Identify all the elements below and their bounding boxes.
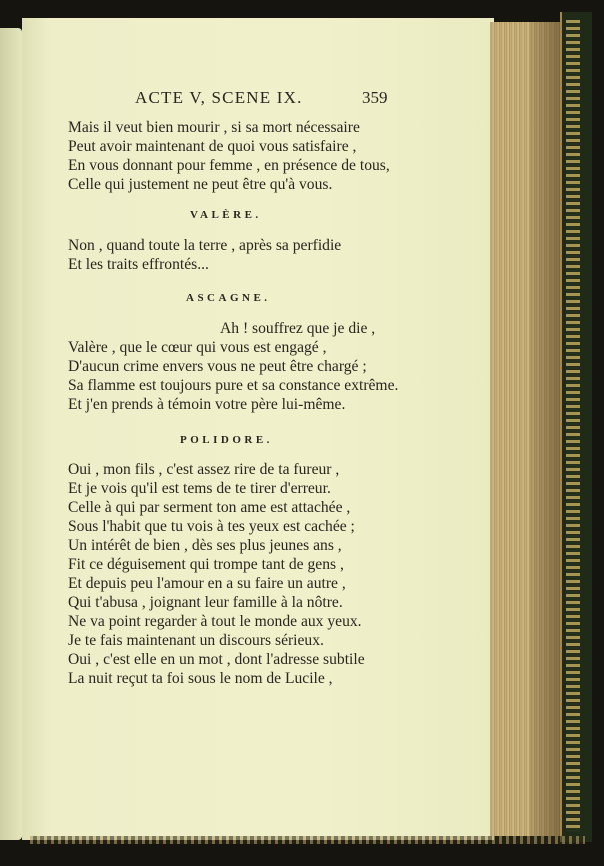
gilt-border-pattern — [566, 20, 580, 832]
verse-line: Mais il veut bien mourir , si sa mort nécessaire — [68, 119, 360, 136]
page-number: 359 — [362, 88, 388, 107]
cover-bottom-edge — [30, 836, 585, 844]
verse-line: Qui t'abusa , joignant leur famille à la nôtre. — [68, 594, 343, 611]
speaker-name: VALÈRE. — [190, 209, 262, 221]
verse-line: Non , quand toute la terre , après sa perfidie — [68, 237, 342, 254]
verse-line: Je te fais maintenant un discours sérieux. — [68, 632, 324, 649]
verse-line: Oui , mon fils , c'est assez rire de ta fureur , — [68, 461, 340, 478]
verse-line: Fit ce déguisement qui trompe tant de gens , — [68, 556, 344, 573]
verse-line: Sous l'habit que tu vois à tes yeux est cachée ; — [68, 518, 355, 535]
verse-line: Un intérêt de bien , dès ses plus jeunes ans , — [68, 537, 342, 554]
verse-line: Ne va point regarder à tout le monde aux yeux. — [68, 613, 362, 630]
speaker-name: POLIDORE. — [180, 434, 273, 446]
verse-line: Sa flamme est toujours pure et sa constance extrême. — [68, 377, 399, 394]
verse-line: En vous donnant pour femme , en présence de tous, — [68, 157, 390, 174]
verse-line: Peut avoir maintenant de quoi vous satisfaire , — [68, 138, 357, 155]
speaker-name: ASCAGNE. — [186, 292, 271, 304]
verse-line: Et depuis peu l'amour en a su faire un autre , — [68, 575, 346, 592]
verse-line: Et je vois qu'il est tems de te tirer d'erreur. — [68, 480, 331, 497]
verse-line: Oui , c'est elle en un mot , dont l'adresse subtile — [68, 651, 365, 668]
verse-line: La nuit reçut ta foi sous le nom de Lucile , — [68, 670, 333, 687]
page-edges-shadow — [530, 22, 562, 836]
verse-line: Celle à qui par serment ton ame est attachée , — [68, 499, 351, 516]
verse-line: Ah ! souffrez que je die , — [220, 320, 376, 337]
verse-line: Et les traits effrontés... — [68, 256, 209, 273]
verse-line: Celle qui justement ne peut être qu'à vous. — [68, 176, 333, 193]
verse-line: Valère , que le cœur qui vous est engagé , — [68, 339, 327, 356]
verse-line: Et j'en prends à témoin votre père lui-même. — [68, 396, 346, 413]
verse-line: D'aucun crime envers vous ne peut être chargé ; — [68, 358, 367, 375]
running-head: ACTE V, SCENE IX. — [135, 88, 303, 107]
facing-page-edge — [0, 28, 22, 840]
